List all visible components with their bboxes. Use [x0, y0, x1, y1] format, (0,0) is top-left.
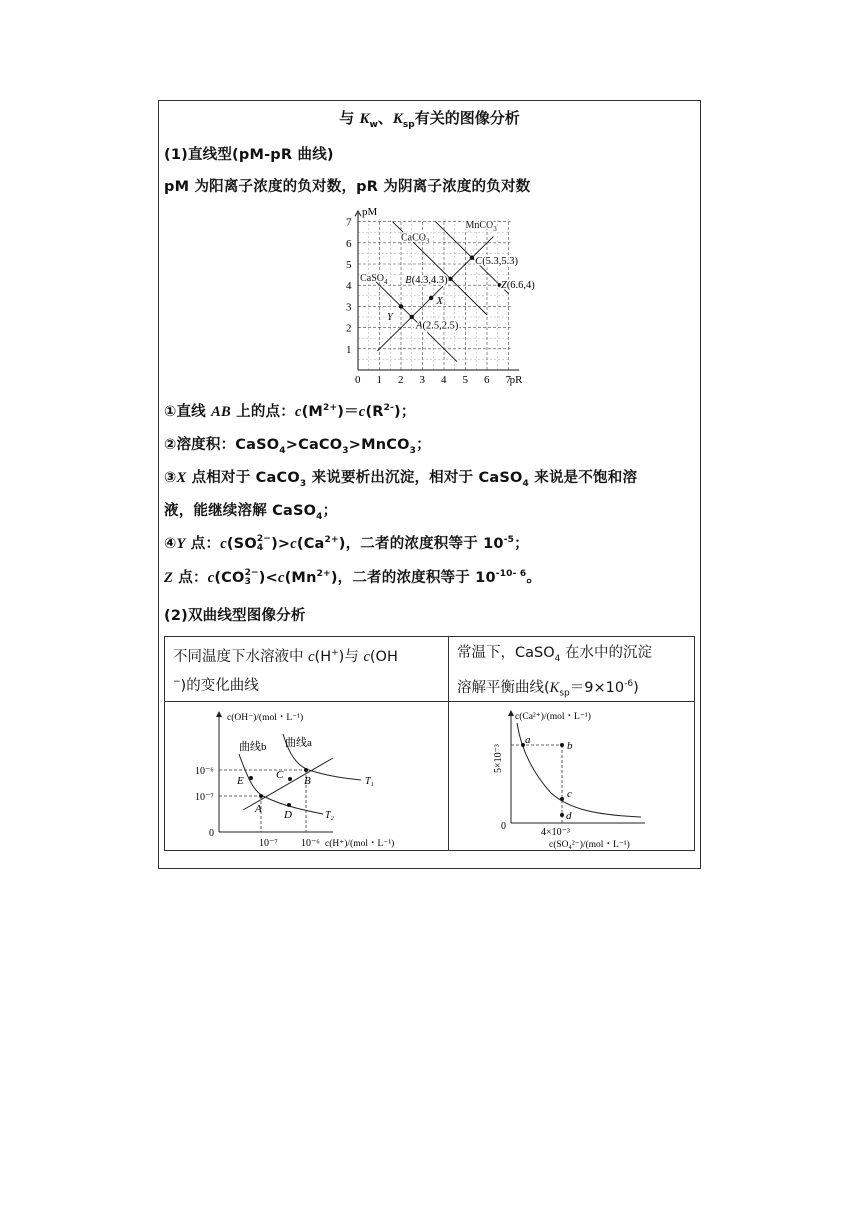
chart2-ylabel: c(OH⁻)/(mol・L⁻¹) — [227, 713, 304, 723]
chart2-point-B — [304, 768, 308, 772]
definition-text: pM 为阳离子浓度的负对数，pR 为阴离子浓度的负对数 — [164, 179, 531, 195]
chart2-label-E: E — [237, 775, 244, 787]
y-tick-1: 1 — [346, 343, 352, 356]
chart3-ytick: 5×10⁻³ — [493, 744, 504, 773]
water-ion-chart — [193, 708, 423, 848]
table-left-header: 不同温度下水溶液中 c(H+)与 c(OH −)的变化曲线 — [173, 648, 398, 694]
chart2-label-A: A — [255, 803, 262, 815]
point-C — [470, 255, 474, 259]
chart3-label-a: a — [525, 734, 531, 746]
chart2-label-B: B — [304, 775, 311, 787]
chart3-curve — [517, 723, 641, 817]
x-axis-label: pR — [509, 374, 523, 386]
chart2-label-D: D — [284, 809, 292, 821]
chart1-axes — [346, 206, 523, 386]
chart2-point-E — [249, 776, 253, 780]
chart2-series-t2: T₂ — [325, 810, 335, 821]
caso4-solubility-chart — [485, 709, 685, 849]
y-tick-7: 7 — [346, 216, 352, 229]
note-3b: 液，能继续溶解 CaSO$_4$； — [164, 503, 338, 522]
series-label-MnCO3: MnCO$_3$ — [465, 219, 497, 233]
note-5: Z 点：c(CO 2− 3 )$<c(Mn^{2+})$，二者的浓度积等于 $10^{-10- 6}$。 — [164, 568, 542, 587]
chart2-origin: 0 — [209, 828, 214, 839]
point-label-Z: Z(6.6,4) — [500, 280, 535, 292]
x-tick-1: 1 — [376, 374, 382, 386]
y-tick-3: 3 — [346, 301, 352, 314]
chart3-label-c: c — [567, 788, 572, 800]
chart2-label-C: C — [276, 769, 284, 781]
chart2-series-t1: T₁ — [365, 776, 375, 787]
y-tick-4: 4 — [346, 280, 352, 293]
chart3-origin: 0 — [501, 821, 506, 832]
chart3-xlabel: c(SO₄²⁻)/(mol・L⁻¹) — [549, 840, 630, 850]
line-ab — [377, 236, 493, 350]
point-A — [410, 315, 414, 319]
point-label-A: A(2.5,2.5) — [416, 320, 459, 332]
x-tick-6: 6 — [484, 374, 490, 386]
chart3-point-b — [560, 743, 564, 747]
chart2-ytick-1e-6: 10⁻⁶ — [195, 766, 214, 777]
series-label-CaCO3: CaCO$_3$ — [401, 232, 430, 246]
section-1-heading: (1)直线型(pM-pR 曲线) — [164, 147, 334, 163]
x-tick-3: 3 — [419, 374, 425, 386]
table-right-header: 常温下，CaSO$_4$ 在水中的沉淀 溶解平衡曲线$(K_{sp}=9\times 10^{-6})$ — [457, 645, 652, 699]
chart2-xtick-1e-6: 10⁻⁶ — [301, 838, 320, 849]
chart2-xtick-1e-7: 10⁻⁷ — [259, 838, 278, 849]
chart2-ytick-1e-7: 10⁻⁷ — [195, 792, 214, 803]
x-tick-2: 2 — [398, 374, 404, 386]
x-tick-0: 0 — [355, 374, 361, 386]
point-Y — [399, 304, 403, 308]
note-4: ④Y 点：c(SO 2− 4 )$>c(Ca^{2+})$，二者的浓度积等于 $10^{-5}$； — [164, 534, 529, 553]
y-tick-2: 2 — [346, 322, 352, 335]
chart3-ylabel: c(Ca²⁺)/(mol・L⁻¹) — [515, 712, 591, 722]
chart2-point-A — [259, 794, 263, 798]
y-axis-label: pM — [362, 206, 378, 219]
comparison-table — [164, 636, 695, 851]
chart2-point-C — [288, 777, 292, 781]
y-tick-5: 5 — [346, 259, 352, 271]
chart3-point-c — [560, 797, 564, 801]
note-3a: ③X 点相对于 CaCO$_3$ 来说要析出沉淀，相对于 CaSO$_4$ 来说是不饱和溶 — [164, 470, 638, 489]
point-label-B: B(4.3,4.3) — [405, 274, 448, 286]
point-B — [448, 277, 452, 281]
chart3-xtick: 4×10⁻³ — [541, 827, 570, 838]
x-tick-4: 4 — [441, 374, 447, 386]
y-tick-6: 6 — [346, 237, 352, 250]
page-title: 与 $K_w$、$K_{sp}$有关的图像分析 — [339, 109, 520, 130]
chart2-curve-label-a: 曲线a — [285, 737, 312, 749]
x-tick-5: 5 — [462, 374, 468, 386]
chart3-point-d — [560, 813, 564, 817]
chart2-xlabel: c(H⁺)/(mol・L⁻¹) — [325, 839, 395, 849]
point-X — [429, 296, 433, 300]
series-label-CaSO4: CaSO$_4$ — [360, 272, 388, 286]
chart3-label-b: b — [567, 740, 573, 752]
note-2: ②溶度积：CaSO$_4$>CaCO$_3$>MnCO$_3$； — [164, 437, 431, 456]
point-label-C: C(5.3,5.3) — [475, 255, 519, 267]
chart2-curve-label-b: 曲线b — [239, 741, 267, 753]
chart3-label-d: d — [566, 810, 572, 822]
point-label-Y: Y — [387, 311, 393, 323]
note-1: ①直线 AB 上的点：$c(M^{2+})=c(R^{2-})$； — [164, 403, 416, 420]
x-tick-7: 7 — [505, 374, 511, 386]
chart2-point-D — [287, 803, 291, 807]
pm-pr-chart — [330, 202, 535, 388]
section-2-heading: (2)双曲线型图像分析 — [164, 608, 306, 624]
point-label-X: X — [436, 296, 443, 308]
